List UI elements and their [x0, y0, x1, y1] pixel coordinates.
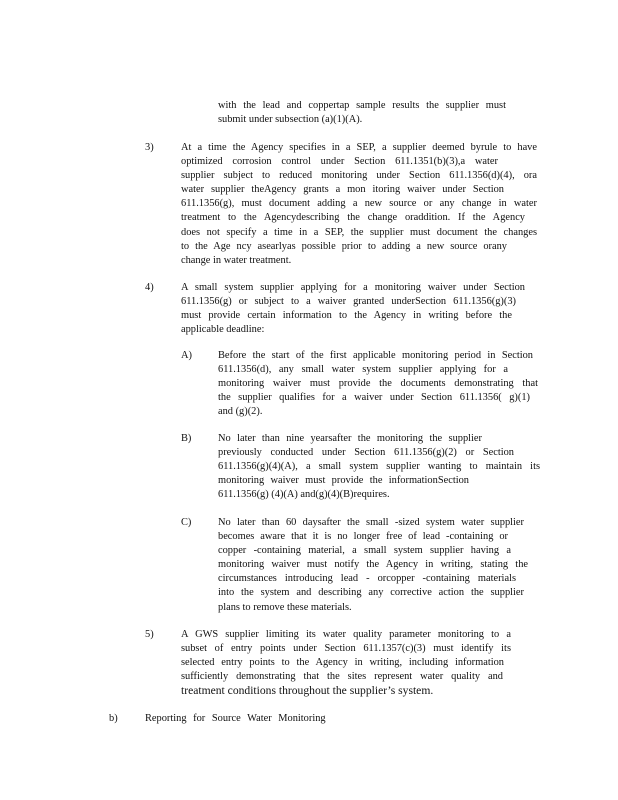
- text-line: At a time the Agency specifies in a SEP, a supplier deemed byrule to have: [181, 142, 537, 153]
- item-marker: 5): [145, 629, 154, 640]
- text-line: 611.1356(g)(4)(A), a small system supplier wanting to maintain its: [218, 461, 540, 473]
- text-line: submit under subsection (a)(1)(A).: [218, 114, 363, 126]
- item-a-paragraph: [218, 349, 538, 419]
- text-line: treatment to the Agencydescribing the change oraddition. If the Agency: [181, 212, 525, 224]
- text-line: and (g)(2).: [218, 406, 263, 418]
- text-line: optimized corrosion control under Section 611.1351(b)(3),a water: [181, 156, 498, 168]
- item-marker: B): [181, 433, 192, 444]
- section-heading: Reporting for Source Water Monitoring: [145, 713, 326, 724]
- text-line: to the Age ncy asearlyas possible prior to adding a new source orany: [181, 240, 507, 252]
- text-line: monitoring waiver must notify the Agency in writing, stating the: [218, 559, 528, 571]
- text-line: water supplier theAgency grants a mon itoring waiver under Section: [181, 184, 504, 196]
- text-line: monitoring waiver must provide the informationSection: [218, 475, 469, 487]
- text-line: 611.1356(d), any small water system supplier applying for a: [218, 364, 508, 376]
- item-b-paragraph: [218, 432, 540, 502]
- text-line: 611.1356(g), must document adding a new source or any change in water: [181, 198, 537, 210]
- text-line: No later than 60 daysafter the small -sized system water supplier: [218, 517, 524, 528]
- item-3-paragraph: [181, 141, 537, 268]
- text-line: applicable deadline:: [181, 324, 265, 336]
- text-line: selected entry points to the Agency in writing, including information: [181, 657, 504, 669]
- text-line: No later than nine yearsafter the monitoring the supplier: [218, 433, 482, 444]
- item-marker: A): [181, 350, 192, 361]
- item-marker: 4): [145, 282, 154, 293]
- section-marker: b): [109, 713, 118, 724]
- item-marker: C): [181, 517, 192, 528]
- text-line: 611.1356(g) or subject to a waiver granted underSection 611.1356(g)(3): [181, 296, 516, 308]
- text-line: must provide certain information to the Agency in writing before the: [181, 310, 512, 322]
- item-marker: 3): [145, 142, 154, 153]
- text-line: copper -containing material, a small system supplier having a: [218, 545, 511, 557]
- text-line: sufficiently demonstrating that the sites represent water quality and: [181, 671, 503, 683]
- text-line: subset of entry points under Section 611.1357(c)(3) must identify its: [181, 643, 511, 655]
- text-line: treatment conditions throughout the supplier’s system.: [181, 684, 434, 698]
- text-line: A small system supplier applying for a monitoring waiver under Section: [181, 282, 525, 293]
- text-line: Before the start of the first applicable monitoring period in Section: [218, 350, 533, 361]
- text-line: into the system and describing any corrective action the supplier: [218, 587, 524, 599]
- text-line: previously conducted under Section 611.1356(g)(2) or Section: [218, 447, 514, 459]
- text-line: becomes aware that it is no longer free of lead -containing or: [218, 531, 508, 543]
- item-4-paragraph: [181, 281, 525, 337]
- continuation-paragraph: [218, 99, 506, 127]
- text-line: plans to remove these materials.: [218, 601, 352, 613]
- text-line: 611.1356(g) (4)(A) and(g)(4)(B)requires.: [218, 489, 390, 501]
- text-line: change in water treatment.: [181, 254, 292, 266]
- item-c-paragraph: [218, 516, 528, 615]
- text-line: circumstances introducing lead - orcopper -containing materials: [218, 573, 516, 585]
- item-5-paragraph: [181, 628, 511, 698]
- text-line: A GWS supplier limiting its water quality parameter monitoring to a: [181, 629, 511, 640]
- text-line: does not specify a time in a SEP, the supplier must document the changes: [181, 226, 537, 238]
- text-line: supplier subject to reduced monitoring under Section 611.1356(d)(4), ora: [181, 170, 537, 182]
- text-line: the supplier qualifies for a waiver under Section 611.1356( g)(1): [218, 392, 530, 404]
- text-line: monitoring waiver must provide the documents demonstrating that: [218, 378, 538, 390]
- text-line: with the lead and coppertap sample results the supplier must: [218, 100, 506, 111]
